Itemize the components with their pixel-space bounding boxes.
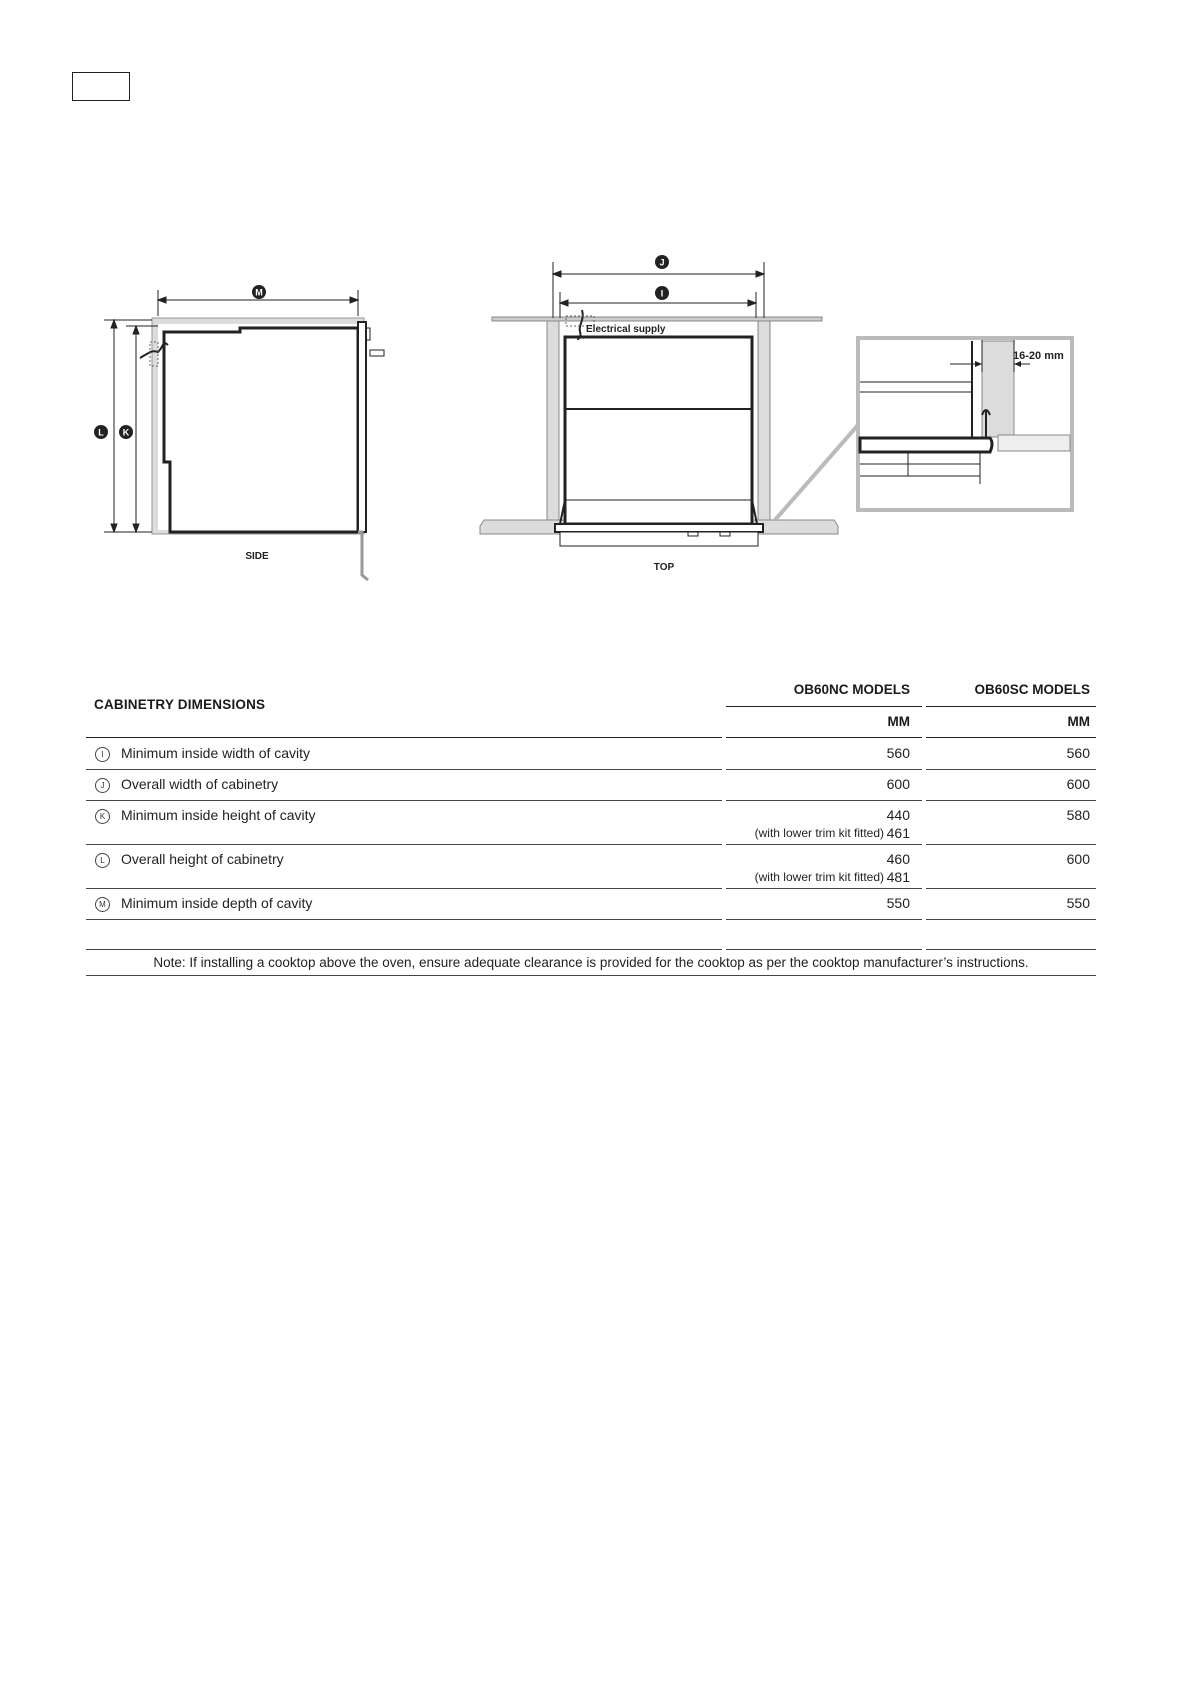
nc-trim-value: 461	[886, 825, 910, 841]
row-label: Minimum inside depth of cavity	[121, 895, 313, 911]
row-marker: I	[95, 747, 110, 762]
header-rule-col1	[726, 737, 922, 738]
nc-value: 560	[886, 745, 910, 761]
col1-unit-header: MM	[887, 714, 910, 729]
row-label: Overall width of cabinetry	[121, 776, 279, 792]
row-marker: J	[95, 778, 110, 793]
svg-text:M: M	[255, 287, 263, 298]
nc-trim-note: (with lower trim kit fitted)	[754, 826, 884, 840]
sc-value: 600	[1066, 851, 1090, 867]
sc-value: 580	[1066, 807, 1090, 823]
nc-trim-note: (with lower trim kit fitted)	[754, 870, 884, 884]
note-rule	[86, 975, 1096, 976]
marker-k	[119, 425, 133, 439]
row-marker: M	[95, 897, 110, 912]
svg-text:K: K	[122, 427, 130, 438]
svg-text:L: L	[98, 427, 104, 438]
side-view	[104, 287, 384, 580]
top-view	[480, 262, 838, 546]
marker-i	[655, 286, 669, 300]
detail-inset	[775, 338, 1072, 520]
header-rule-col2	[926, 737, 1096, 738]
svg-text:J: J	[659, 257, 665, 268]
svg-text:I: I	[660, 288, 664, 299]
col2-header-rule	[926, 706, 1096, 707]
side-label: SIDE	[245, 551, 269, 562]
gap-label: 16-20 mm	[1013, 350, 1064, 362]
col2-unit-header: MM	[1067, 714, 1090, 729]
sc-value: 600	[1066, 776, 1090, 792]
row-label: Minimum inside height of cavity	[121, 807, 316, 823]
nc-value: 460	[886, 851, 910, 867]
row-marker: L	[95, 853, 110, 868]
row-marker: K	[95, 809, 110, 824]
marker-m	[252, 285, 266, 299]
marker-j	[655, 255, 669, 269]
sc-value: 560	[1066, 745, 1090, 761]
row-label: Minimum inside width of cavity	[121, 745, 311, 761]
row-label: Overall height of cabinetry	[121, 851, 284, 867]
nc-value: 440	[886, 807, 910, 823]
cooktop-note: Note: If installing a cooktop above the oven, ensure adequate clearance is provided for the cooktop as per the cooktop manufacturer’s instructions.	[153, 955, 1029, 970]
nc-trim-value: 481	[886, 869, 910, 885]
table-title: CABINETRY DIMENSIONS	[94, 697, 266, 712]
col1-header-rule	[726, 706, 922, 707]
nc-value: 550	[886, 895, 910, 911]
col2-model-header: OB60SC MODELS	[974, 682, 1090, 697]
sc-value: 550	[1066, 895, 1090, 911]
electrical-supply-label: Electrical supply	[586, 324, 666, 335]
header-rule-label	[86, 737, 722, 738]
col1-model-header: OB60NC MODELS	[793, 682, 910, 697]
installation-diagram	[0, 0, 1190, 600]
nc-value: 600	[886, 776, 910, 792]
top-label: TOP	[653, 562, 675, 573]
marker-l	[94, 425, 108, 439]
